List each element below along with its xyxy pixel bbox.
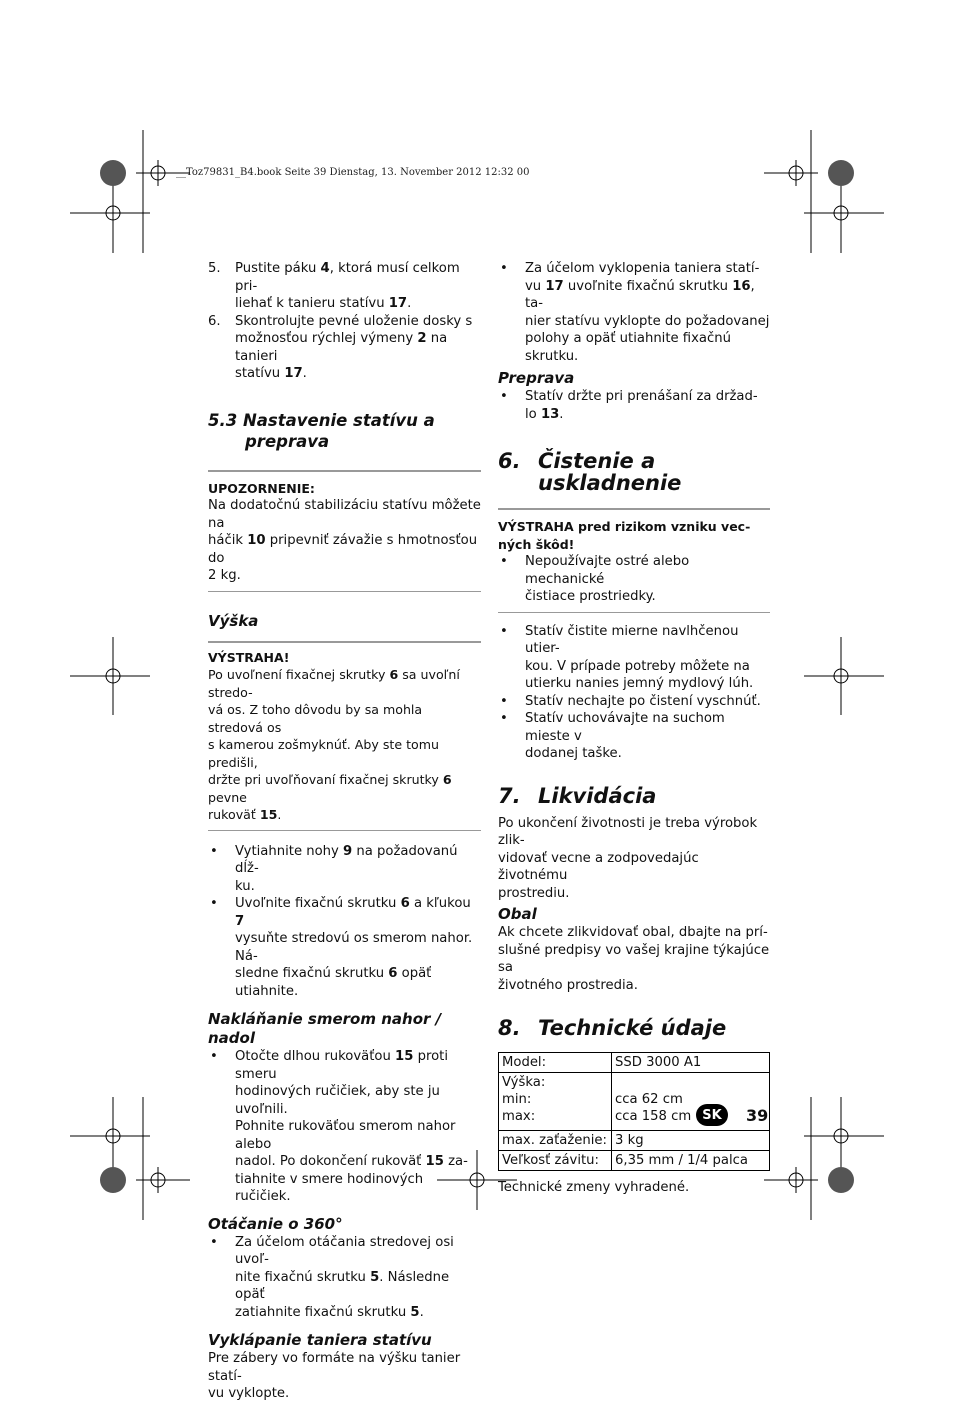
- list-item: • Statív nechajte po čistení vyschnúť.: [500, 693, 761, 709]
- warning-box: VÝSTRAHA pred rizikom vzniku vec- ných škôd! • Nepoužívajte ostré alebo mechanické čistiace prostriedky.: [498, 518, 770, 606]
- page-number: 39: [746, 1105, 769, 1125]
- changes-note: Technické zmeny vyhradené.: [498, 1180, 690, 1195]
- divider: [208, 470, 481, 472]
- list-item: • Statív držte pri prenášaní za držad- lo 13.: [500, 389, 758, 422]
- list-item: • Otočte dlhou rukoväťou 15 proti smeru hodinových ručičiek, aby ste ju uvoľnili. Pohnite rukoväťou smerom nahor alebo nadol. Po dokončení rukoväť 15 za- tiahnite v smere hodinových ručičiek.: [210, 1049, 468, 1204]
- warning-box: VÝSTRAHA! Po uvoľnení fixačnej skrutky 6 sa uvoľní stredo- vá os. Z toho dôvodu by sa mohla stredová os s kamerou zošmyknúť. Aby ste tomu predišli, držte pri uvoľňovaní fixačnej skrutky 6 pevne rukoväť 15.: [208, 649, 460, 822]
- divider: [208, 830, 481, 831]
- section-7-heading: 7. Likvidácia: [498, 783, 657, 808]
- right-column: [498, 260, 770, 1197]
- notice-box: UPOZORNENIE: Na dodatočnú stabilizáciu statívu môžete na háčik 10 pripevniť závažie s hmotnosťou do 2 kg.: [208, 480, 481, 583]
- left-column: [208, 260, 481, 1403]
- paragraph: Pre zábery vo formáte na výšku tanier statí- vu vyklopte.: [208, 1351, 461, 1401]
- subheading-preprava: Preprava: [498, 369, 575, 387]
- list-item: • Statív čistite mierne navlhčenou utier- kou. V prípade potreby môžete na utierku nanies jemný mydlový lúh.: [500, 623, 754, 691]
- page-footer: [696, 1104, 768, 1126]
- list-item: • Uvoľnite fixačnú skrutku 6 a kľukou 7 vysuňte stredovú os smerom nahor. Ná- sledne fixačnú skrutku 6 opäť utiahnite.: [210, 896, 473, 999]
- subheading-otacanie: Otáčanie o 360°: [208, 1214, 343, 1233]
- print-header: __Toz79831_B4.book Seite 39 Dienstag, 13. November 2012 12:32 00: [176, 167, 530, 178]
- subheading-naklanie: Nakláňanie smerom nahor / nadol: [208, 1010, 442, 1047]
- subheading-vyklapanie: Vyklápanie taniera statívu: [208, 1331, 432, 1349]
- list-item: • Nepoužívajte ostré alebo mechanické čistiace prostriedky.: [500, 554, 690, 604]
- divider: [208, 641, 481, 643]
- table-row: Výška: min: max: cca 62 cm cca 158 cm: [499, 1073, 770, 1131]
- table-row: Veľkosť závitu: 6,35 mm / 1/4 palca: [499, 1151, 770, 1171]
- paragraph: Po ukončení životnosti je treba výrobok zlik- vidovať vecne a zodpovedajúc životnému prostrediu.: [498, 815, 758, 901]
- divider: [498, 508, 770, 510]
- section-6-heading: 6. Čistenie a uskladnenie: [498, 449, 682, 495]
- divider: [208, 591, 481, 592]
- list-item: • Statív uchovávajte na suchom mieste v dodanej taške.: [500, 711, 725, 761]
- step-6: 6. Skontrolujte pevné uloženie dosky s možnosťou rýchlej výmeny 2 na tanieri statívu 17.: [208, 313, 473, 381]
- subheading-vyska: Výška: [208, 611, 259, 630]
- divider: [498, 612, 770, 613]
- paragraph: Ak chcete zlikvidovať obal, dbajte na prí- slušné predpisy vo vašej krajine týkajúce sa životného prostredia.: [498, 925, 770, 993]
- list-item: • Za účelom vyklopenia taniera statí- vu 17 uvoľnite fixačnú skrutku 16, ta- nier statívu vyklopte do požadovanej polohy a opäť utiahnite fixačnú skrutku.: [500, 261, 770, 364]
- list-item: • Vytiahnite nohy 9 na požadovanú dĺž- ku.: [210, 843, 458, 894]
- language-badge: SK: [696, 1104, 728, 1126]
- step-5: 5. Pustite páku 4, ktorá musí celkom pri- liehať k tanieru statívu 17.: [208, 261, 460, 311]
- list-item: • Za účelom otáčania stredovej osi uvoľ- nite fixačnú skrutku 5. Následne opäť zatiahnite fixačnú skrutku 5.: [210, 1234, 454, 1320]
- subheading-obal: Obal: [498, 905, 537, 923]
- section-5-3-heading: 5.3 Nastavenie statívu a preprava: [208, 410, 435, 451]
- section-8-heading: 8. Technické údaje: [498, 1016, 727, 1040]
- table-row: Model: SSD 3000 A1: [499, 1053, 770, 1073]
- table-row: max. zaťaženie: 3 kg: [499, 1131, 770, 1151]
